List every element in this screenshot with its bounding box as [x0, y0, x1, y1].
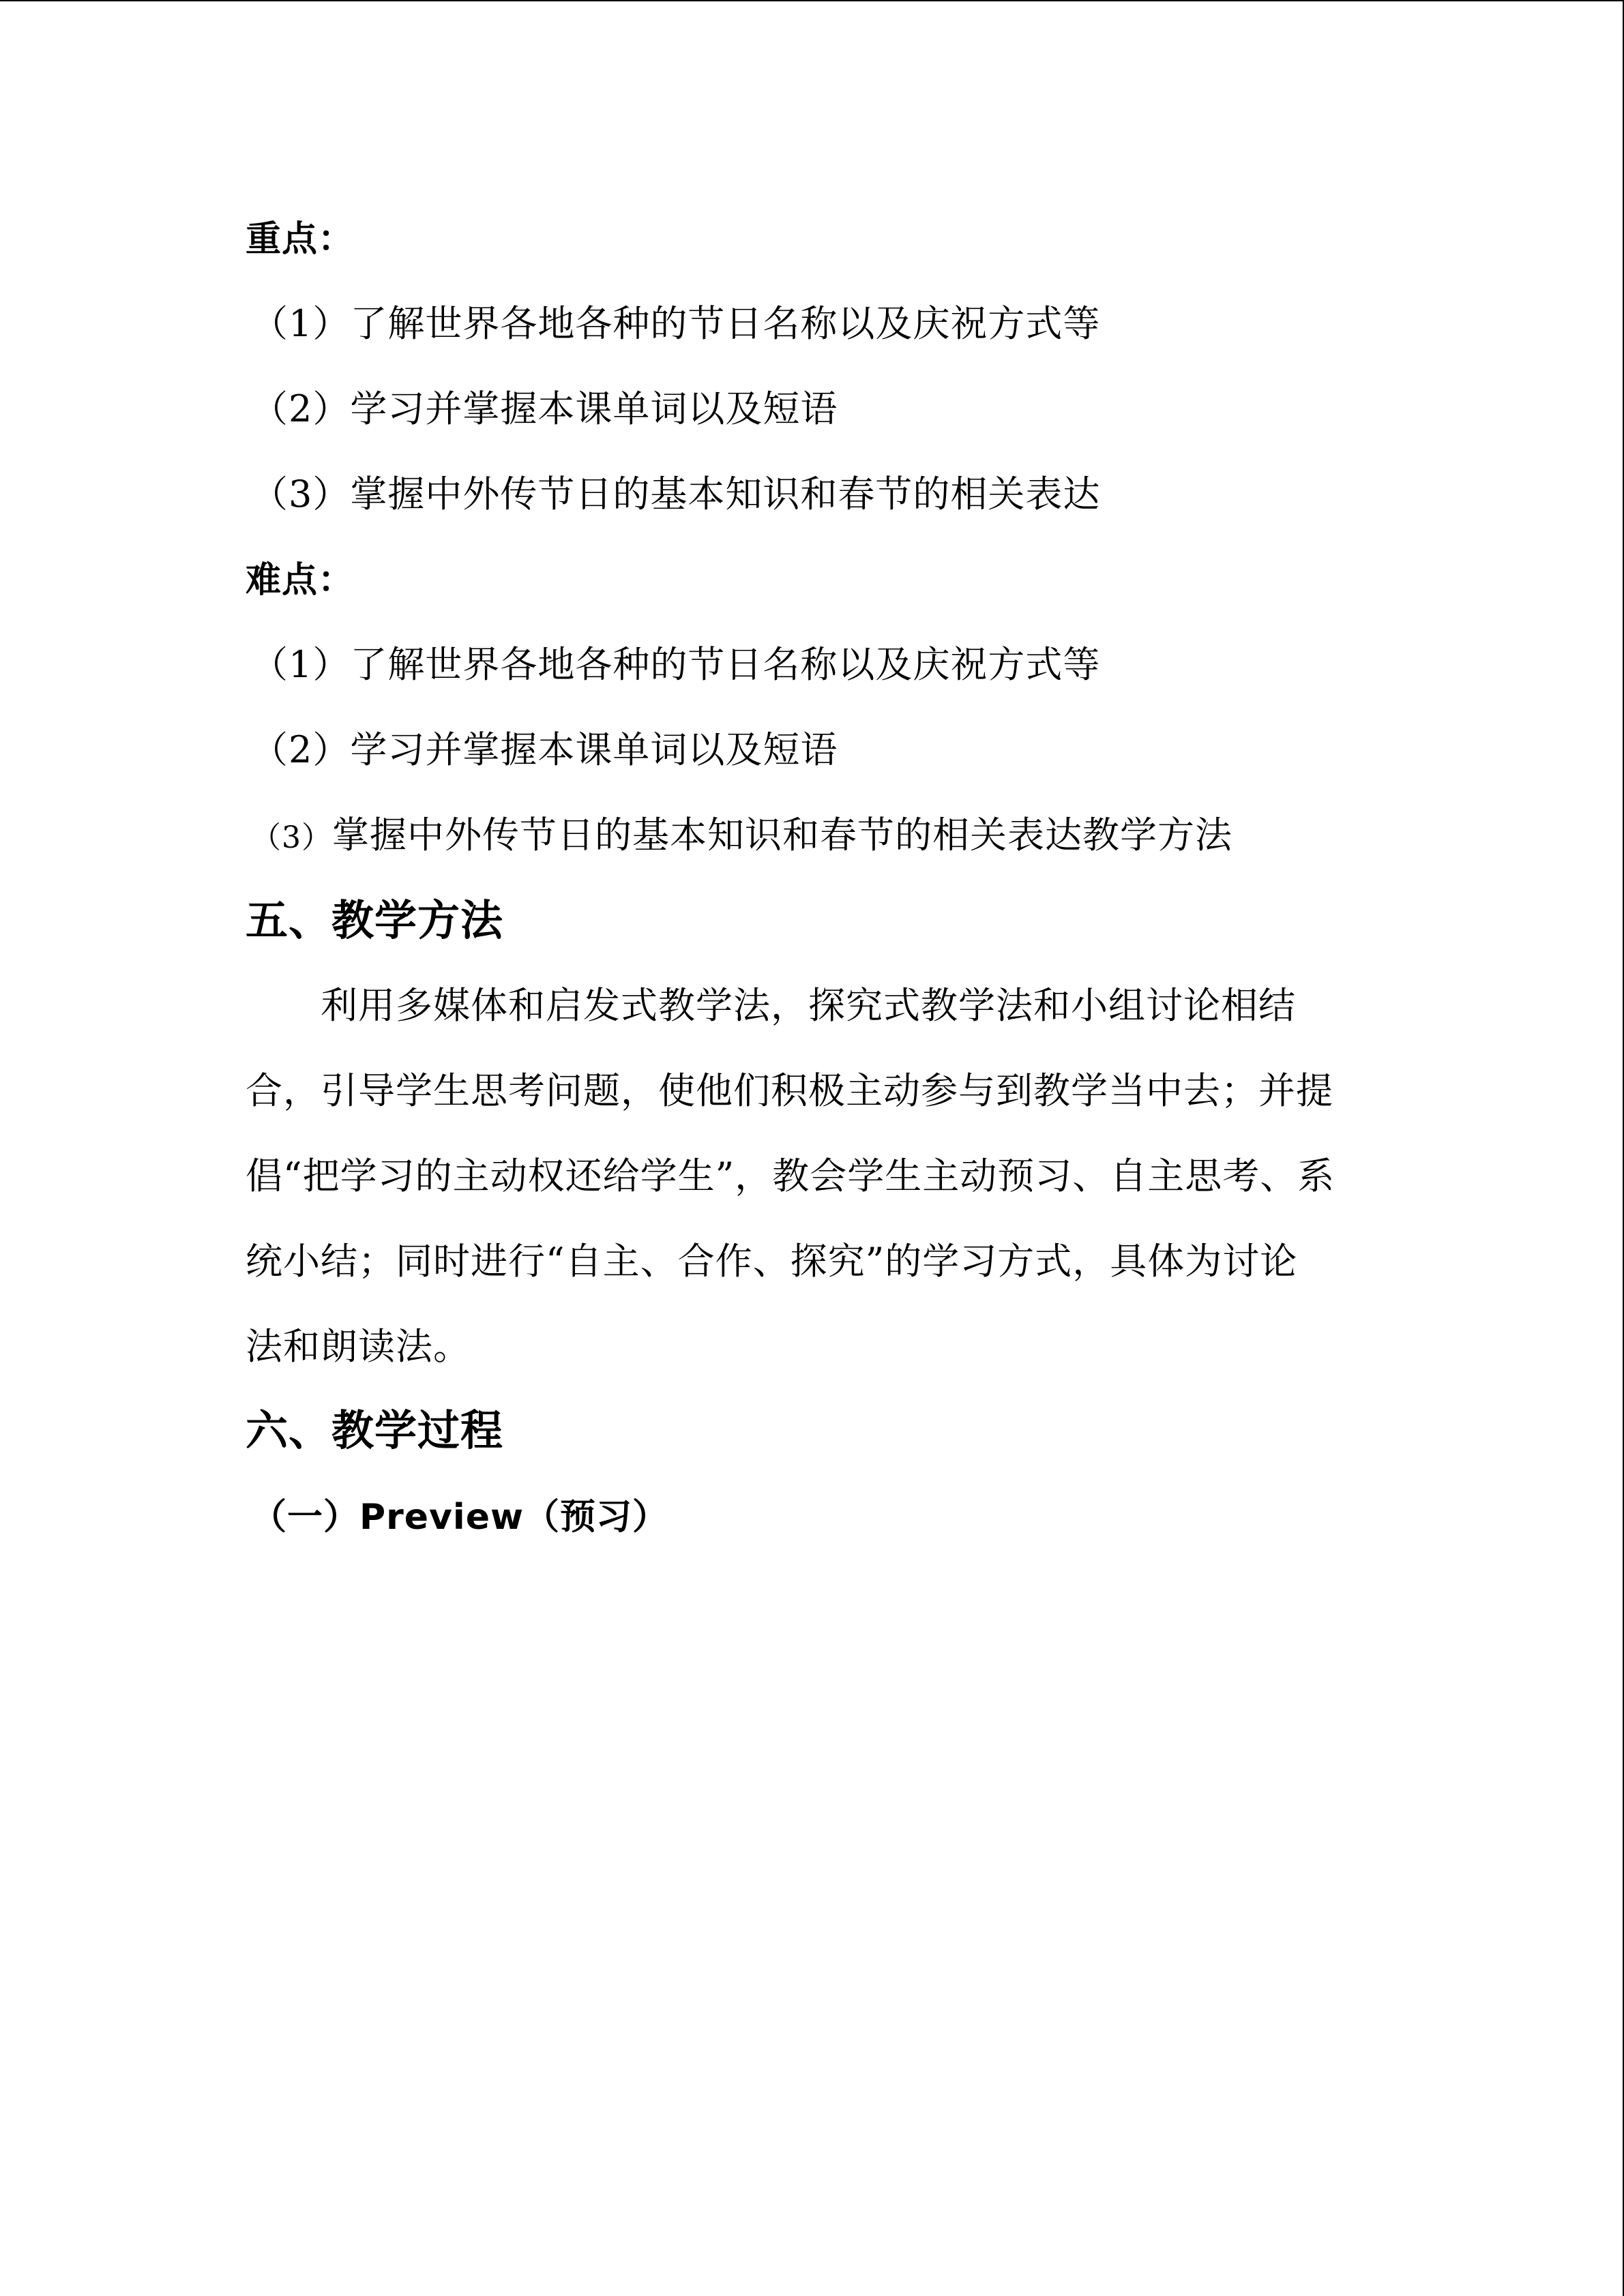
difficult-point-item-2: （2）学习并掌握本课单词以及短语: [251, 728, 838, 771]
section-5-paragraph-line-1: 利用多媒体和启发式教学法，探究式教学法和小组讨论相结: [321, 984, 1296, 1027]
key-points-label: 重点：: [246, 219, 355, 260]
section-5-paragraph-line-2: 合，引导学生思考问题，使他们积极主动参与到教学当中去；并提: [246, 1069, 1333, 1112]
section-5-heading: 五、教学方法: [246, 895, 504, 945]
difficult-point-item-1: （1）了解世界各地各种的节日名称以及庆祝方式等: [251, 643, 1101, 686]
difficult-point-item-3-text: 掌握中外传节日的基本知识和春节的相关表达教学方法: [332, 814, 1232, 856]
difficult-point-item-3-number: （3）: [251, 820, 332, 855]
key-point-item-1: （1）了解世界各地各种的节日名称以及庆祝方式等: [251, 302, 1101, 345]
section-5-paragraph-line-4: 统小结；同时进行“自主、合作、探究”的学习方式，具体为讨论: [246, 1240, 1298, 1283]
section-6-subheading: （一）Preview（预习）: [251, 1497, 669, 1538]
section-6-heading: 六、教学过程: [246, 1405, 504, 1455]
key-point-item-3: （3）掌握中外传节日的基本知识和春节的相关表达: [251, 473, 1101, 516]
key-point-item-2: （2）学习并掌握本课单词以及短语: [251, 387, 838, 430]
difficult-point-item-3: [251, 811, 1232, 862]
difficult-points-label: 难点：: [246, 560, 355, 601]
section-5-paragraph-line-3: 倡“把学习的主动权还给学生”，教会学生主动预习、自主思考、系: [246, 1154, 1335, 1197]
section-5-paragraph-line-5: 法和朗读法。: [246, 1325, 471, 1368]
